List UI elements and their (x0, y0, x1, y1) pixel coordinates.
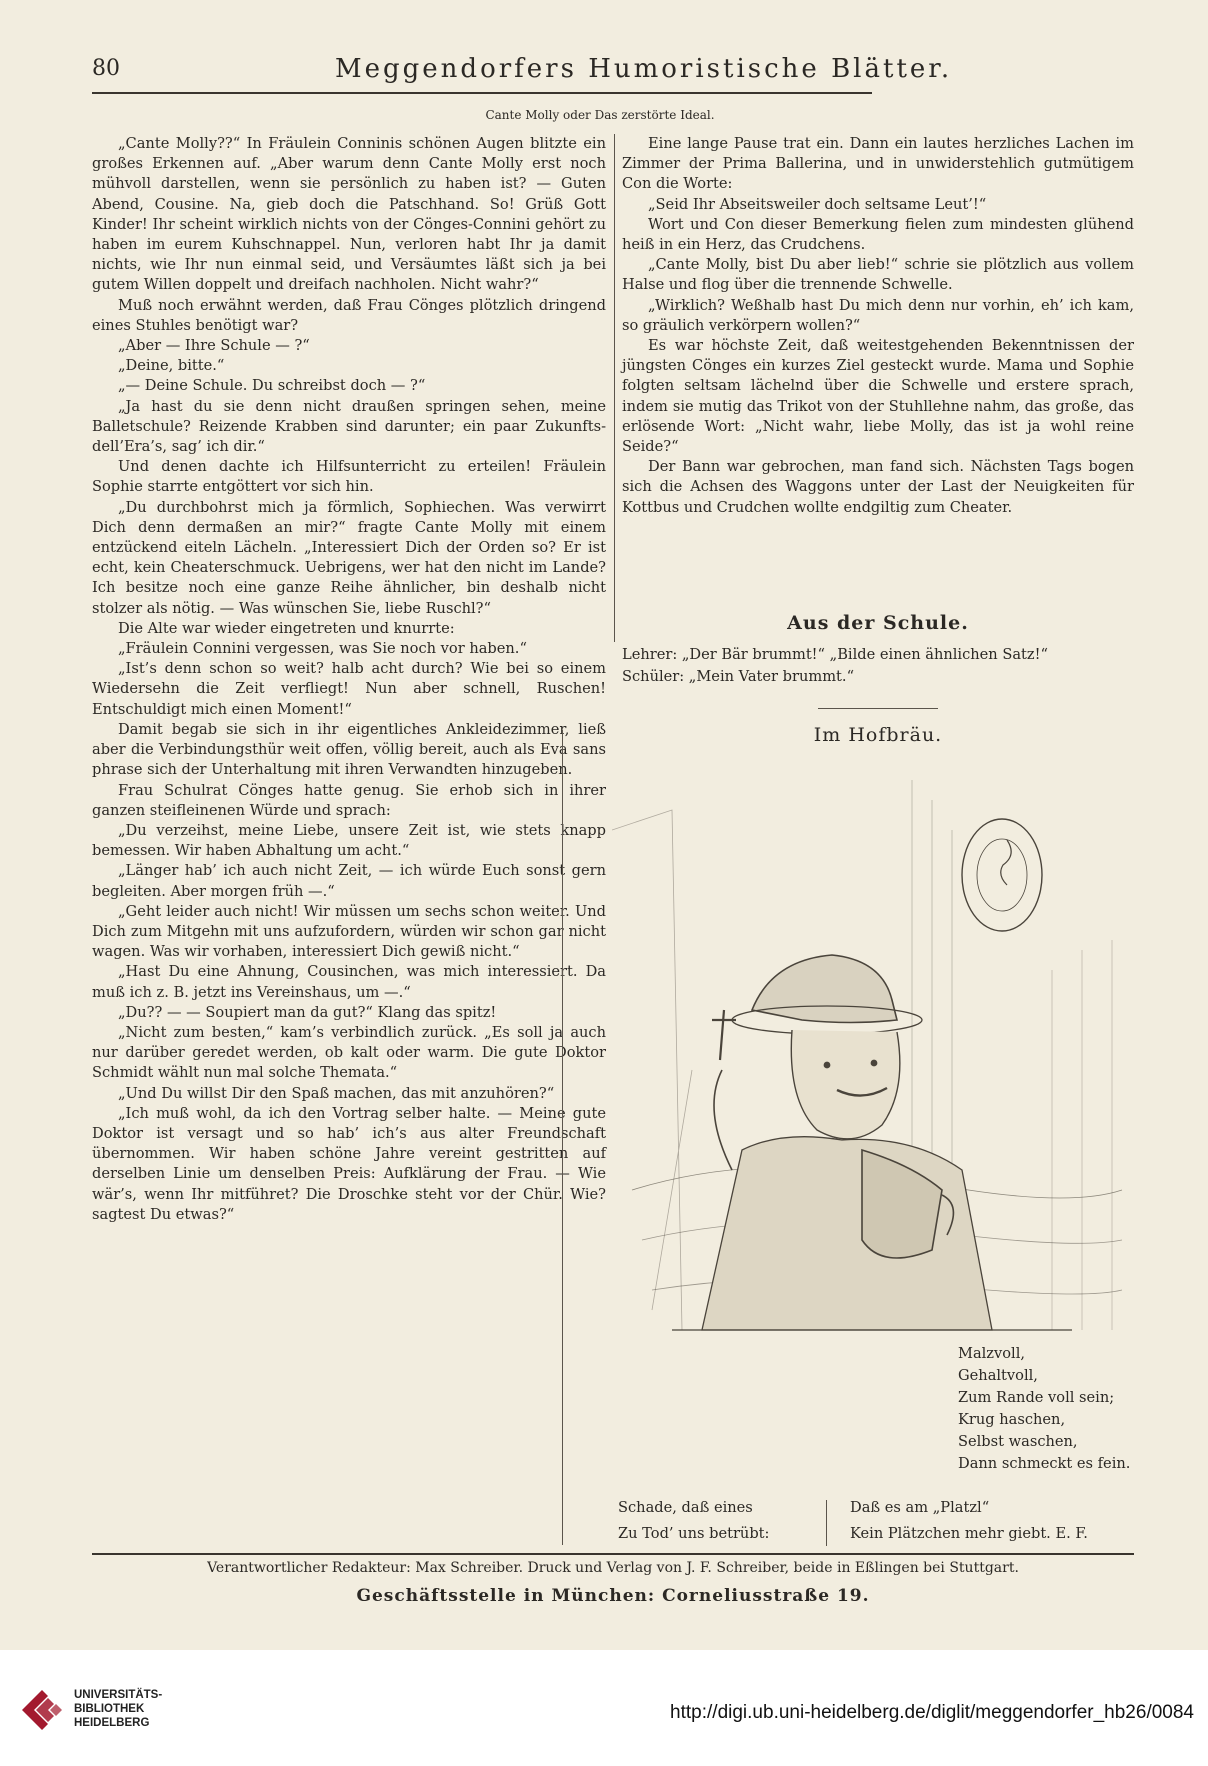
school-heading: Aus der Schule. (787, 612, 969, 634)
left-column-paragraph: „Und Du willst Dir den Spaß machen, das mit anzuhören?“ (118, 1084, 555, 1102)
left-column-paragraph: „Du verzeihst, meine Liebe, unsere Zeit ist, wie stets knapp bemessen. Wir haben Abhaltung um acht.“ (92, 821, 606, 860)
student-line: Schüler: „Mein Vater brummt.“ (622, 668, 855, 685)
school-dialogue (622, 644, 1134, 688)
column-divider-upper (614, 134, 615, 642)
pipe (712, 1010, 736, 1060)
wall-portrait (962, 819, 1042, 931)
page-number: 80 (92, 56, 120, 81)
office-address: Geschäftsstelle in München: Corneliusstraße 19. (356, 1586, 870, 1606)
couplet-right (850, 1495, 1088, 1547)
story-subtitle: Cante Molly oder Das zerstörte Ideal. (485, 108, 715, 122)
source-url[interactable]: http://digi.ub.uni-heidelberg.de/diglit/meggendorfer_hb26/0084 (670, 1702, 1194, 1723)
couplet-divider (826, 1500, 827, 1546)
left-column-paragraph: „Cante Molly??“ In Fräulein Conninis schönen Augen blitzte ein großes Erkennen auf. „Aber warum denn Cante Molly erst noch mühvoll darstellen, wenn sie persönlich zu haben ist? — Guten Abend, Cousine. Na, gieb doch die Patschhand. So! Grüß Gott Kinder! Ihr scheint wirklich nichts von der Cönges-Connini gehört zu haben im eurem Kuhschnappel. Nun, verloren habt Ihr ja damit nichts, wie Ihr nun einmal seid, und Versäumtes läßt sich ja bei gutem Willen doppelt und dreifach nachholen. Nicht wahr?“ (92, 135, 606, 294)
left-column-paragraph: Damit begab sie sich in ihr eigentliches Ankleidezimmer, ließ aber die Verbindungsthür weit offen, völlig bereit, auch als Eva sans phrase sich der Unterhaltung mit ihren Verwandten hinzugeben. (92, 720, 606, 779)
footer-rule (92, 1553, 1134, 1555)
couplet-line: Zu Tod’ uns betrübt: (618, 1525, 770, 1542)
column-divider-lower (562, 730, 563, 1545)
right-column-paragraph: Wort und Con dieser Bemerkung fielen zum mindesten glühend heiß in ein Herz, das Crudchens. (622, 215, 1134, 254)
left-column-paragraph: „Ja hast du sie denn nicht draußen springen sehen, meine Balletschule? Reizende Krabben sind darunter; ein paar Zukunfts- dell’Era’s, sag’ ich dir.“ (92, 397, 606, 456)
right-column-paragraph: Der Bann war gebrochen, man fand sich. Nächsten Tags bogen sich die Achsen des Waggons unter der Last der Neuigkeiten für Kottbus und Crudchen wollte endgiltig zum Cheater. (622, 458, 1134, 516)
left-column-paragraph: „Geht leider auch nicht! Wir müssen um sechs schon weiter. Und Dich zum Mitgehn mit uns aufzufordern, würden wir schon gar nicht wagen. Was wir vorhaben, interessiert Dich gewiß nicht.“ (92, 902, 606, 961)
left-column-paragraph: „Aber — Ihre Schule — ?“ (118, 337, 310, 355)
couplet-line: Kein Plätzchen mehr giebt. (850, 1525, 1051, 1542)
left-column-paragraph: „Du?? — — Soupiert man da gut?“ Klang das spitz! (118, 1003, 497, 1021)
library-footer (0, 1650, 1208, 1766)
beer-hall-illustration (612, 770, 1132, 1370)
left-column-paragraph: „Länger hab’ ich auch nicht Zeit, — ich würde Euch sonst gern begleiten. Aber morgen früh —.“ (92, 862, 606, 900)
hat (752, 955, 897, 1023)
verse-line: Gehaltvoll, (958, 1367, 1038, 1384)
left-column-paragraph: Frau Schulrat Cönges hatte genug. Sie erhob sich in ihrer ganzen steifleinenen Würde und sprach: (92, 781, 606, 819)
right-column-paragraph: Es war höchste Zeit, daß weitestgehenden Bekenntnissen der jüngsten Cönges ein kurzes Ziel gesteckt wurde. Mama und Sophie folgten seltsam lächelnd über die Schwelle und erstere sprach, indem sie mutig das Trikot von der Stuhllehne nahm, das große, das erlösende Wort: „Nicht wahr, liebe Molly, das ist ja wohl reine Seide?“ (622, 337, 1134, 456)
library-logo-icon (18, 1686, 66, 1734)
library-name-line: HEIDELBERG (74, 1717, 150, 1729)
couplet-line: Daß es am „Platzl“ (850, 1499, 990, 1516)
right-column-paragraph: „Seid Ihr Abseitsweiler doch seltsame Leut’!“ (648, 195, 987, 213)
publisher-line: Verantwortlicher Redakteur: Max Schreiber. Druck und Verlag von J. F. Schreiber, beide in Eßlingen bei Stuttgart. (207, 1560, 1019, 1576)
left-column (92, 134, 606, 1225)
couplet-left (618, 1495, 769, 1547)
left-column-paragraph: „Hast Du eine Ahnung, Cousinchen, was mich interessiert. Da muß ich z. B. jetzt ins Vereinshaus, um —.“ (92, 963, 606, 1001)
left-column-paragraph: „Du durchbohrst mich ja förmlich, Sophiechen. Was verwirrt Dich denn dermaßen an mir?“ fragte Cante Molly mit einem entzückend eiteln Lächeln. „Interessiert Dich der Orden so? Er ist echt, kein Cheaterschmuck. Uebrigens, wer hat den nicht im Lande? Ich besitze noch eine ganze Reihe ähnlicher, bin deshalb nicht stolzer als nötig. — Was wünschen Sie, liebe Ruschl?“ (92, 498, 606, 617)
left-column-paragraph: Die Alte war wieder eingetreten und knurrte: (118, 619, 455, 637)
left-column-paragraph: „Nicht zum besten,“ kam’s verbindlich zurück. „Es soll ja auch nur darüber geredet werden, ob kalt oder warm. Die gute Doktor Schmidt wählt nun mal solche Themata.“ (92, 1023, 606, 1082)
verse-line: Malzvoll, (958, 1345, 1026, 1362)
right-column (622, 134, 1134, 518)
right-column-paragraph: Eine lange Pause trat ein. Dann ein lautes herzliches Lachen im Zimmer der Prima Ballerina, und in unwiderstehlich gutmütigem Con die Worte: (622, 135, 1134, 193)
face (791, 1030, 900, 1139)
library-name (74, 1688, 162, 1730)
verse-line: Dann schmeckt es fein. (958, 1455, 1131, 1472)
left-column-paragraph: „— Deine Schule. Du schreibst doch — ?“ (118, 377, 426, 395)
verse-line: Selbst waschen, (958, 1433, 1078, 1450)
right-column-paragraph: „Cante Molly, bist Du aber lieb!“ schrie sie plötzlich aus vollem Halse und flog über die trennende Schwelle. (622, 256, 1134, 294)
library-name-line: UNIVERSITÄTS- (74, 1689, 163, 1701)
verse-line: Zum Rande voll sein; (958, 1389, 1115, 1406)
left-column-paragraph: „Deine, bitte.“ (118, 357, 225, 375)
header-rule (92, 92, 872, 94)
left-column-paragraph: „Ich muß wohl, da ich den Vortrag selber halte. — Meine gute Doktor ist versagt und so hab’ ich’s aus alter Freundschaft übernommen. Wir haben schöne Jahre vereint gestritten auf derselben Linie um denselben Preis: Aufklärung der Frau. — Wie wär’s, wenn Ihr mitführet? Die Droschke steht vor der Chür. Wie? sagtest Du etwas?“ (92, 1104, 606, 1223)
left-column-paragraph: „Ist’s denn schon so weit? halb acht durch? Wie bei so einem Wiedersehn die Zeit verfliegt! Nun aber schnell, Ruschen! Entschuldigt mich einen Moment!“ (92, 660, 606, 718)
left-column-paragraph: „Fräulein Connini vergessen, was Sie noch vor haben.“ (118, 640, 527, 658)
left-column-paragraph: Und denen dachte ich Hilfsunterricht zu erteilen! Fräulein Sophie starrte entgöttert vor sich hin. (92, 458, 606, 496)
library-name-line: BIBLIOTHEK (74, 1703, 145, 1715)
teacher-line: Lehrer: „Der Bär brummt!“ „Bilde einen ähnlichen Satz!“ (622, 646, 1048, 663)
couplet-line: Schade, daß eines (618, 1499, 753, 1516)
illustration-title: Im Hofbräu. (813, 724, 943, 746)
masthead-title: Meggendorfers Humoristische Blätter. (335, 54, 953, 84)
right-column-paragraph: „Wirklich? Weßhalb hast Du mich denn nur vorhin, eh’ ich kam, so gräulich verkörpern wollen?“ (622, 296, 1134, 334)
left-column-paragraph: Muß noch erwähnt werden, daß Frau Cönges plötzlich dringend eines Stuhles benötigt war? (92, 296, 606, 334)
artist-signature: E. F. (1055, 1525, 1088, 1542)
section-rule (818, 708, 938, 709)
illustration-verse (958, 1343, 1130, 1475)
verse-line: Krug haschen, (958, 1411, 1066, 1428)
